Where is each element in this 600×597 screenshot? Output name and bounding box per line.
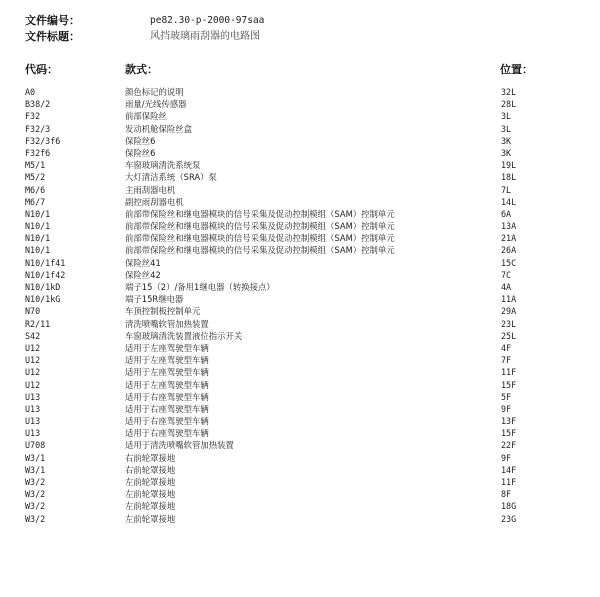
table-row — [0, 98, 600, 110]
table-row — [0, 110, 600, 122]
table-row — [0, 488, 600, 500]
component-code: F32 — [25, 111, 41, 122]
component-description: 适用于右座驾驶型车辆 — [125, 403, 209, 414]
component-description: 右前轮罩接地 — [125, 464, 176, 475]
component-code: N10/1 — [25, 221, 51, 232]
component-code: F32/3f6 — [25, 135, 61, 146]
table-row — [0, 318, 600, 330]
component-code: U13 — [25, 416, 41, 427]
component-position: 18L — [501, 172, 517, 183]
component-position: 3L — [501, 111, 512, 122]
component-description: 适用于右座驾驶型车辆 — [125, 391, 209, 402]
table-row — [0, 366, 600, 378]
table-row — [0, 439, 600, 451]
component-code: M6/6 — [25, 184, 46, 195]
component-description: 适用于左座驾驶型车辆 — [125, 342, 209, 353]
component-description: 前部保险丝 — [125, 111, 167, 122]
component-position: 23G — [501, 513, 517, 524]
table-row — [0, 184, 600, 196]
component-description: 保险丝41 — [125, 257, 161, 268]
component-description: 右前轮罩接地 — [125, 452, 176, 463]
component-code: N10/1kD — [25, 282, 61, 292]
component-position: 18G — [501, 501, 517, 512]
component-position: 14L — [501, 196, 517, 207]
component-position: 15F — [501, 428, 517, 439]
component-position: 5F — [501, 391, 512, 402]
component-description: 左前轮罩接地 — [125, 501, 176, 512]
component-description: 前部带保险丝和继电器模块的信号采集及促动控制模组（SAM）控制单元 — [125, 221, 395, 232]
table-row — [0, 257, 600, 269]
component-description: 车窗玻璃清洗系统泵 — [125, 160, 201, 171]
component-code: U708 — [25, 440, 46, 451]
component-description: 端子15（2）/备用1继电器（转换接点） — [125, 282, 275, 292]
column-header-pos: 位置： — [500, 63, 533, 76]
component-code: A0 — [25, 87, 36, 97]
table-row — [0, 513, 600, 525]
component-code: F32f6 — [25, 147, 51, 158]
component-position: 4F — [501, 342, 512, 353]
component-position: 21A — [501, 233, 517, 244]
component-position: 8F — [501, 489, 512, 500]
component-code: M6/7 — [25, 196, 46, 207]
component-list — [0, 86, 600, 525]
component-code: U12 — [25, 367, 41, 378]
table-row — [0, 159, 600, 171]
component-position: 13F — [501, 416, 517, 427]
component-position: 29A — [501, 306, 517, 317]
component-position: 9F — [501, 452, 512, 463]
table-row — [0, 403, 600, 415]
table-row — [0, 208, 600, 220]
table-row — [0, 500, 600, 512]
component-position: 9F — [501, 403, 512, 414]
table-row — [0, 244, 600, 256]
component-position: 4A — [501, 282, 512, 292]
table-row — [0, 196, 600, 208]
table-row — [0, 476, 600, 488]
table-row — [0, 452, 600, 464]
component-position: 11F — [501, 477, 517, 487]
table-row — [0, 232, 600, 244]
doc-number-value: pe82.30-p-2000-97saa — [150, 15, 265, 26]
component-position: 32L — [501, 87, 517, 97]
component-position: 15F — [501, 379, 517, 390]
component-code: W3/2 — [25, 489, 46, 500]
table-row — [0, 379, 600, 391]
table-row — [0, 342, 600, 354]
table-row — [0, 281, 600, 293]
doc-number-label: 文件编号： — [25, 14, 80, 27]
component-code: N10/1kG — [25, 294, 61, 305]
doc-title-value: 风挡玻璃雨刮器的电路图 — [150, 31, 260, 42]
component-code: N70 — [25, 306, 41, 317]
table-row — [0, 391, 600, 403]
table-row — [0, 123, 600, 135]
component-code: N10/1f42 — [25, 269, 66, 280]
component-code: U13 — [25, 391, 41, 402]
component-code: N10/1 — [25, 233, 51, 244]
component-description: 适用于右座驾驶型车辆 — [125, 428, 209, 439]
component-position: 7C — [501, 269, 512, 280]
component-description: 适用于清洗喷嘴软管加热装置 — [125, 440, 234, 451]
component-code: F32/3 — [25, 123, 51, 134]
component-description: 大灯清洁系统（SRA）泵 — [125, 172, 217, 183]
component-position: 22F — [501, 440, 517, 451]
component-position: 26A — [501, 245, 517, 256]
component-position: 7L — [501, 184, 512, 195]
component-description: 适用于左座驾驶型车辆 — [125, 355, 209, 366]
component-position: 15C — [501, 257, 517, 268]
component-code: U13 — [25, 403, 41, 414]
component-description: 左前轮罩接地 — [125, 489, 176, 500]
component-description: 清洗喷嘴软管加热装置 — [125, 318, 209, 329]
component-description: 保险丝6 — [125, 135, 156, 146]
component-position: 19L — [501, 160, 517, 171]
component-code: N10/1f41 — [25, 257, 66, 268]
component-code: W3/1 — [25, 452, 46, 463]
component-position: 11A — [501, 294, 517, 305]
component-code: W3/1 — [25, 464, 46, 475]
table-row — [0, 220, 600, 232]
component-description: 适用于右座驾驶型车辆 — [125, 416, 209, 427]
table-row — [0, 427, 600, 439]
component-position: 14F — [501, 464, 517, 475]
component-description: 副控雨刮器电机 — [125, 196, 184, 207]
component-description: 雨量/光线传感器 — [125, 99, 187, 110]
component-position: 28L — [501, 99, 517, 110]
table-row — [0, 135, 600, 147]
component-position: 13A — [501, 221, 517, 232]
component-code: U13 — [25, 428, 41, 439]
component-position: 3K — [501, 135, 512, 146]
component-description: 颜色标记的说明 — [125, 87, 184, 97]
component-description: 前部带保险丝和继电器模块的信号采集及促动控制模组（SAM）控制单元 — [125, 208, 395, 219]
component-code: S42 — [25, 330, 41, 341]
component-description: 保险丝42 — [125, 269, 161, 280]
component-description: 端子15R继电器 — [125, 294, 184, 305]
table-row — [0, 305, 600, 317]
table-row — [0, 293, 600, 305]
component-description: 发动机舱保险丝盒 — [125, 123, 192, 134]
component-description: 车窗玻璃清洗装置液位指示开关 — [125, 330, 243, 341]
component-position: 23L — [501, 318, 517, 329]
component-code: U12 — [25, 355, 41, 366]
component-description: 主雨刮器电机 — [125, 184, 176, 195]
component-code: R2/11 — [25, 318, 51, 329]
component-code: U12 — [25, 379, 41, 390]
component-code: N10/1 — [25, 208, 51, 219]
component-position: 3L — [501, 123, 512, 134]
component-description: 前部带保险丝和继电器模块的信号采集及促动控制模组（SAM）控制单元 — [125, 233, 395, 244]
component-description: 适用于左座驾驶型车辆 — [125, 367, 209, 378]
component-code: W3/2 — [25, 501, 46, 512]
component-code: W3/2 — [25, 513, 46, 524]
component-description: 保险丝6 — [125, 147, 156, 158]
table-row — [0, 269, 600, 281]
component-description: 左前轮罩接地 — [125, 477, 176, 487]
component-description: 车顶控制板控制单元 — [125, 306, 201, 317]
table-row — [0, 86, 600, 98]
component-position: 11F — [501, 367, 517, 378]
table-row — [0, 171, 600, 183]
component-code: W3/2 — [25, 477, 46, 487]
table-row — [0, 330, 600, 342]
column-header-desc: 款式： — [125, 63, 158, 76]
component-position: 25L — [501, 330, 517, 341]
doc-title-label: 文件标题： — [25, 30, 80, 43]
component-code: B38/2 — [25, 99, 51, 110]
component-position: 3K — [501, 147, 512, 158]
component-code: N10/1 — [25, 245, 51, 256]
component-code: U12 — [25, 342, 41, 353]
table-row — [0, 415, 600, 427]
component-description: 前部带保险丝和继电器模块的信号采集及促动控制模组（SAM）控制单元 — [125, 245, 395, 256]
column-header-code: 代码： — [25, 63, 58, 76]
component-code: M5/1 — [25, 160, 46, 171]
component-position: 6A — [501, 208, 512, 219]
component-description: 适用于左座驾驶型车辆 — [125, 379, 209, 390]
component-code: M5/2 — [25, 172, 46, 183]
table-row — [0, 354, 600, 366]
component-description: 左前轮罩接地 — [125, 513, 176, 524]
table-row — [0, 147, 600, 159]
table-row — [0, 464, 600, 476]
component-position: 7F — [501, 355, 512, 366]
